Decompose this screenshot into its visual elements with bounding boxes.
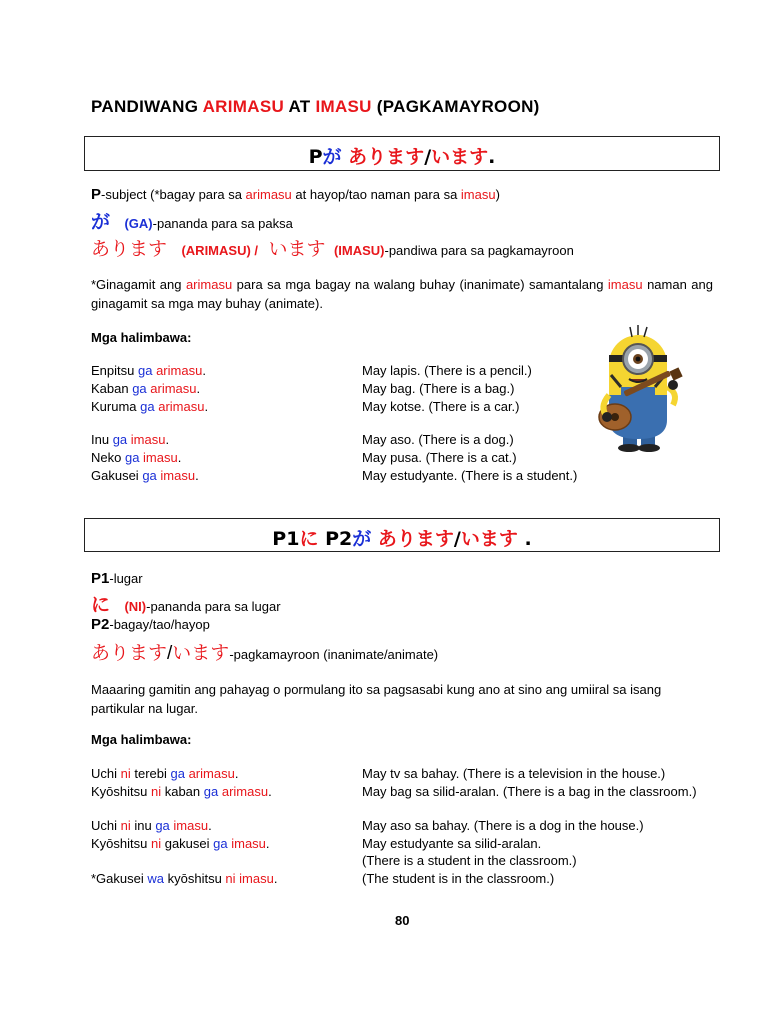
ex-verb: arimasu xyxy=(156,363,203,378)
ex-dot: . xyxy=(204,399,209,414)
verbs-desc: -pagkamayroon (inanimate/animate) xyxy=(229,647,439,662)
def-desc: -bagay/tao/hayop xyxy=(109,617,210,632)
ex-word: Enpitsu xyxy=(91,363,138,378)
title-arimasu: ARIMASU xyxy=(202,97,285,116)
def-imasu: imasu xyxy=(460,187,496,202)
pattern-arimasu: あります xyxy=(341,146,425,168)
example-translation: May tv sa bahay. (There is a television in the house.) xyxy=(362,766,666,781)
ex-verb: arimasu xyxy=(188,766,235,781)
page-number: 80 xyxy=(395,913,410,928)
pattern-ga: が xyxy=(352,528,372,550)
def-label: P1 xyxy=(91,570,110,587)
example-row xyxy=(91,381,200,396)
ex-ga: ga xyxy=(140,399,159,414)
arimasu-romaji: (ARIMASU) / xyxy=(181,243,259,258)
imasu-jp: います xyxy=(268,238,326,260)
example-translation: May estudyante sa silid-aralan. xyxy=(362,836,542,851)
def-desc: ) xyxy=(495,187,500,202)
def-label: P2 xyxy=(91,616,110,633)
ex-word: kaban xyxy=(161,784,204,799)
ex-word: *Gakusei xyxy=(91,871,148,886)
ex-dot: . xyxy=(196,381,201,396)
imasu-romaji: (IMASU) xyxy=(333,243,385,258)
ex-word: terebi xyxy=(130,766,171,781)
pattern-2 xyxy=(85,524,719,551)
slash: / xyxy=(167,643,173,664)
ex-ni: ni xyxy=(150,836,162,851)
ex-verb: imasu xyxy=(143,450,178,465)
ex-wa: wa xyxy=(147,871,164,886)
ex-ga: ga xyxy=(132,381,151,396)
paragraph-usage-2: Maaaring gamitin ang pahayag o pormulang ito sa pagsasabi kung ano at sino ang umiiral sa isang partikular na lugar. xyxy=(91,682,662,716)
translation-last: (The student is in the classroom.) xyxy=(362,871,555,886)
title-part: (PAGKAMAYROON) xyxy=(371,97,540,116)
pattern-1 xyxy=(85,142,719,169)
ga-jp: が xyxy=(91,211,111,233)
ex-ga: ga xyxy=(142,468,161,483)
def-desc: -lugar xyxy=(109,571,143,586)
ex-ga: ga xyxy=(112,432,131,447)
definition-verbs-2 xyxy=(91,638,438,665)
example-translation: May aso sa bahay. (There is a dog in the house.) xyxy=(362,818,644,833)
example-last xyxy=(91,871,277,886)
ni-jp: に xyxy=(91,594,111,616)
minion-illustration xyxy=(585,325,710,453)
ex-dot: . xyxy=(177,450,182,465)
ex-ga: ga xyxy=(203,784,222,799)
pattern-ga: が xyxy=(322,146,342,168)
example-row xyxy=(91,818,212,833)
examples-heading: Mga halimbawa: xyxy=(91,330,192,345)
para-text: para sa mga bagay na walang buhay (inanimate) samantalang xyxy=(232,277,608,292)
pattern-slash: / xyxy=(453,528,461,550)
example-row xyxy=(91,399,208,414)
verbs-desc: -pandiwa para sa pagkamayroon xyxy=(384,243,574,258)
title-imasu: IMASU xyxy=(315,97,372,116)
ex-dot: . xyxy=(273,871,278,886)
definition-p2 xyxy=(91,616,210,633)
ex-word: Kyōshitsu xyxy=(91,784,151,799)
pattern-slash: / xyxy=(424,146,432,168)
ex-ga: ga xyxy=(137,363,157,378)
pattern-imasu: います xyxy=(460,528,518,550)
ex-ga: ga xyxy=(155,818,174,833)
ex-verb: arimasu xyxy=(150,381,197,396)
example-row xyxy=(91,468,199,483)
ex-ni: ni xyxy=(120,818,131,833)
ex-dot: . xyxy=(195,468,199,483)
ex-verb: imasu xyxy=(130,432,166,447)
def-desc: at hayop/tao naman para sa xyxy=(291,187,461,202)
ex-word: Kyōshitsu xyxy=(91,836,151,851)
ex-ga: ga xyxy=(170,766,189,781)
para-arimasu: arimasu xyxy=(185,277,233,292)
ex-verb: imasu xyxy=(239,871,274,886)
example-translation: May estudyante. (There is a student.) xyxy=(362,468,578,483)
pattern-ni: に xyxy=(299,528,319,550)
ex-dot: . xyxy=(165,432,170,447)
definition-p1 xyxy=(91,570,143,587)
ex-dot: . xyxy=(268,784,272,799)
ex-word: Uchi xyxy=(91,766,121,781)
ex-word: Uchi xyxy=(91,818,121,833)
pattern-arimasu: あります xyxy=(371,528,454,550)
def-desc: -subject (*bagay para sa xyxy=(101,187,246,202)
example-row xyxy=(91,784,272,799)
ex-dot: . xyxy=(234,766,239,781)
example-row xyxy=(91,766,238,781)
pattern-p2: P2 xyxy=(318,528,353,550)
translation-extra: (There is a student in the classroom.) xyxy=(362,853,577,868)
pattern-p: P xyxy=(308,146,323,168)
ex-word: Kaban xyxy=(91,381,133,396)
ga-romaji: (GA) xyxy=(124,216,153,231)
example-translation: May bag. (There is a bag.) xyxy=(362,381,515,396)
para-text: *Ginagamit ang xyxy=(91,277,186,292)
arimasu-jp: あります xyxy=(91,642,168,664)
pattern-p1: P1 xyxy=(272,528,300,550)
pattern-dot: . xyxy=(488,146,496,168)
ex-ni: ni xyxy=(120,766,131,781)
pattern-box-2 xyxy=(84,518,720,552)
ex-word: gakusei xyxy=(161,836,214,851)
examples-heading: Mga halimbawa: xyxy=(91,732,192,747)
ni-desc: -pananda para sa lugar xyxy=(146,599,281,614)
def-arimasu: arimasu xyxy=(245,187,292,202)
example-row xyxy=(91,450,181,465)
ex-verb: imasu xyxy=(173,818,209,833)
example-translation: May pusa. (There is a cat.) xyxy=(362,450,517,465)
ex-dot: . xyxy=(208,818,212,833)
ex-verb: arimasu xyxy=(221,784,269,799)
def-label: P xyxy=(91,186,102,203)
ex-ni: ni xyxy=(150,784,162,799)
title-part: AT xyxy=(284,97,316,116)
ex-verb: arimasu xyxy=(158,399,205,414)
ex-dot: . xyxy=(202,363,206,378)
title-part: PANDIWANG xyxy=(91,97,203,116)
page-title xyxy=(91,97,540,117)
example-translation: May bag sa silid-aralan. (There is a bag in the classroom.) xyxy=(362,784,697,799)
example-translation: May aso. (There is a dog.) xyxy=(362,432,514,447)
ex-verb: imasu xyxy=(160,468,196,483)
ex-word: kyōshitsu xyxy=(164,871,226,886)
ex-word: Inu xyxy=(91,432,113,447)
example-row xyxy=(91,363,206,378)
definition-ga xyxy=(91,207,293,234)
para-imasu: imasu xyxy=(607,277,643,292)
pattern-imasu: います xyxy=(431,146,489,168)
ex-dot: . xyxy=(265,836,270,851)
pattern-box-1 xyxy=(84,136,720,171)
ex-word: Gakusei xyxy=(91,468,143,483)
arimasu-jp: あります xyxy=(91,238,168,260)
example-translation: May kotse. (There is a car.) xyxy=(362,399,520,414)
ga-desc: -pananda para sa paksa xyxy=(152,216,293,231)
imasu-jp: います xyxy=(172,642,230,664)
definition-ni xyxy=(91,590,281,617)
ex-verb: imasu xyxy=(231,836,266,851)
ex-word: inu xyxy=(130,818,156,833)
definition-p xyxy=(91,186,500,203)
example-row xyxy=(91,432,169,447)
ni-romaji: (NI) xyxy=(124,599,147,614)
ex-ga: ga xyxy=(213,836,232,851)
ex-word: Neko xyxy=(91,450,125,465)
example-translation: May lapis. (There is a pencil.) xyxy=(362,363,532,378)
example-row xyxy=(91,836,270,851)
para-text: naman ang ginagamit sa mga may buhay (animate). xyxy=(91,277,713,311)
pattern-dot: . xyxy=(517,528,532,550)
definition-verbs xyxy=(91,234,574,261)
ex-ni: ni xyxy=(225,871,236,886)
paragraph-usage xyxy=(91,275,713,313)
ex-word: Kuruma xyxy=(91,399,141,414)
ex-ga: ga xyxy=(124,450,144,465)
